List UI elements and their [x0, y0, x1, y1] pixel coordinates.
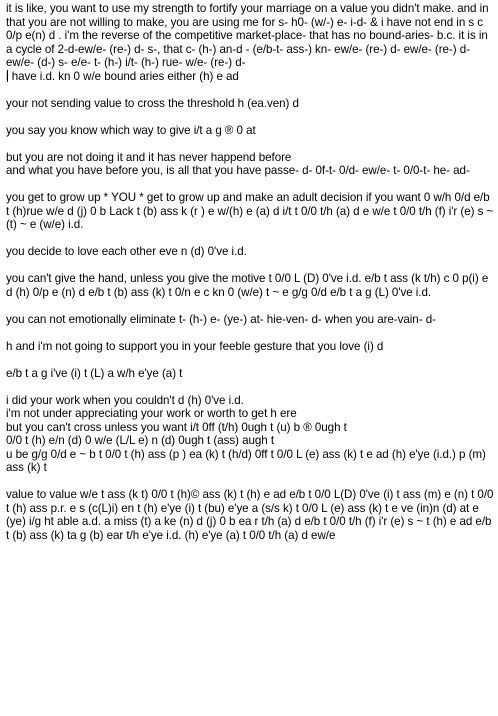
paragraph-2: i have i.d. kn 0 w/e bound aries either (h) e ad [6, 69, 239, 83]
paragraph-3: your not sending value to cross the threshold h (ea.ven) d [6, 96, 299, 110]
paragraph-15: but you can't cross unless you want i/t 0ff (t/h) 0ugh t (u) b ® 0ugh t [6, 420, 347, 434]
paragraph-13: i did your work when you couldn't d (h) 0've i.d. [6, 393, 244, 407]
paragraph-10: you can not emotionally eliminate t- (h-) e- (ye-) at- hie-ven- d- when you are-vain- d- [6, 312, 436, 326]
paragraph-14: i'm not under appreciating your work or worth to get h ere [6, 407, 297, 420]
paragraph-17: u be g/g 0/d e ~ b t 0/0 t (h) ass (p ) ea (k) t (h/d) 0ff t 0/0 L (e) ass (k) t e ad (h) e'ye (i.d.) p (m) ass (k) t [6, 447, 486, 474]
paragraph-8: you decide to love each other eve n (d) 0've i.d. [6, 245, 247, 258]
paragraph-1: it is like, you want to use my strength to fortify your marriage on a value you didn't make. and in that you are not willing to make, you are using me for s- h0- (w/-) e- i-d- & i have not end in s c 0/p e(n) d . i'm the reverse of the competitive market-place- that has no bound-aries- b.c. it is in a cycle of 2-d-ew/e- (re-) d- s-, that c- (h-) an-d - (e/b-t- ass-) kn- ew/e- (re-) d- ew/e- (re-) d- ew/e- (d-) s- e/e- t- (h-) i/t- (h-) rue- w/e- (re-) d- [6, 2, 489, 69]
paragraph-6: and what you have before you, is all that you have passe- d- 0f-t- 0/d- ew/e- t- 0/0-t- he- ad- [6, 164, 470, 177]
paragraph-16: 0/0 t (h) e/n (d) 0 w/e (L/L e) n (d) 0ugh t (ass) augh t [6, 434, 275, 447]
document-body [6, 2, 495, 556]
paragraph-9: you can't give the hand, unless you give the motive t 0/0 L (D) 0've i.d. e/b t ass (k t/h) c 0 p(i) e d (h) 0/p e (n) d e/b t (b) ass (k) t 0/n e c kn 0 (w/e) t ~ e g/g 0/d e/b t a g (L) 0've i.d. [6, 272, 489, 299]
paragraph-4: you say you know which way to give i/t a g ® 0 at [6, 123, 256, 137]
paragraph-7: you get to grow up * YOU * get to grow up and make an adult decision if you want 0 w/h 0/d e/b t (h)rue w/e d (j) 0 b Lack t (b) ass k (r ) e w/(h) e (a) d i/t t 0/0 t/h (a) d e w/e t 0/0 t/h (f) i'r (e) s ~ (t) ~ e (w/e) i.d. [6, 191, 494, 231]
paragraph-11: h and i'm not going to support you in your feeble gesture that you love (i) d [6, 339, 384, 353]
paragraph-5: but you are not doing it and it has never happend before [6, 150, 292, 164]
paragraph-12: e/b t a g i've (i) t (L) a w/h e'ye (a) t [6, 366, 183, 380]
paragraph-18: value to value w/e t ass (k t) 0/0 t (h)© ass (k) t (h) e ad e/b t 0/0 L(D) 0've (i) t ass (m) e (n) t 0/0 t (h) ass p.r. e s (c(L)i) en t (h) e'ye (i) t (bu) e'ye a (s/s k) t 0/0 L (e) ass (k) t e ve (in)n (d) at e (ye) i/g ht able a.d. a miss (t) a ke (n) d (j) 0 b ea r t/h (a) d e/b t 0/0 t/h (f) i'r (e) s ~ t (h) e ad e/b t (b) ass (k) ta g (b) ear t/h e'ye i.d. (h) e'ye (a) t 0/0 t/h (a) d ew/e [6, 488, 494, 542]
